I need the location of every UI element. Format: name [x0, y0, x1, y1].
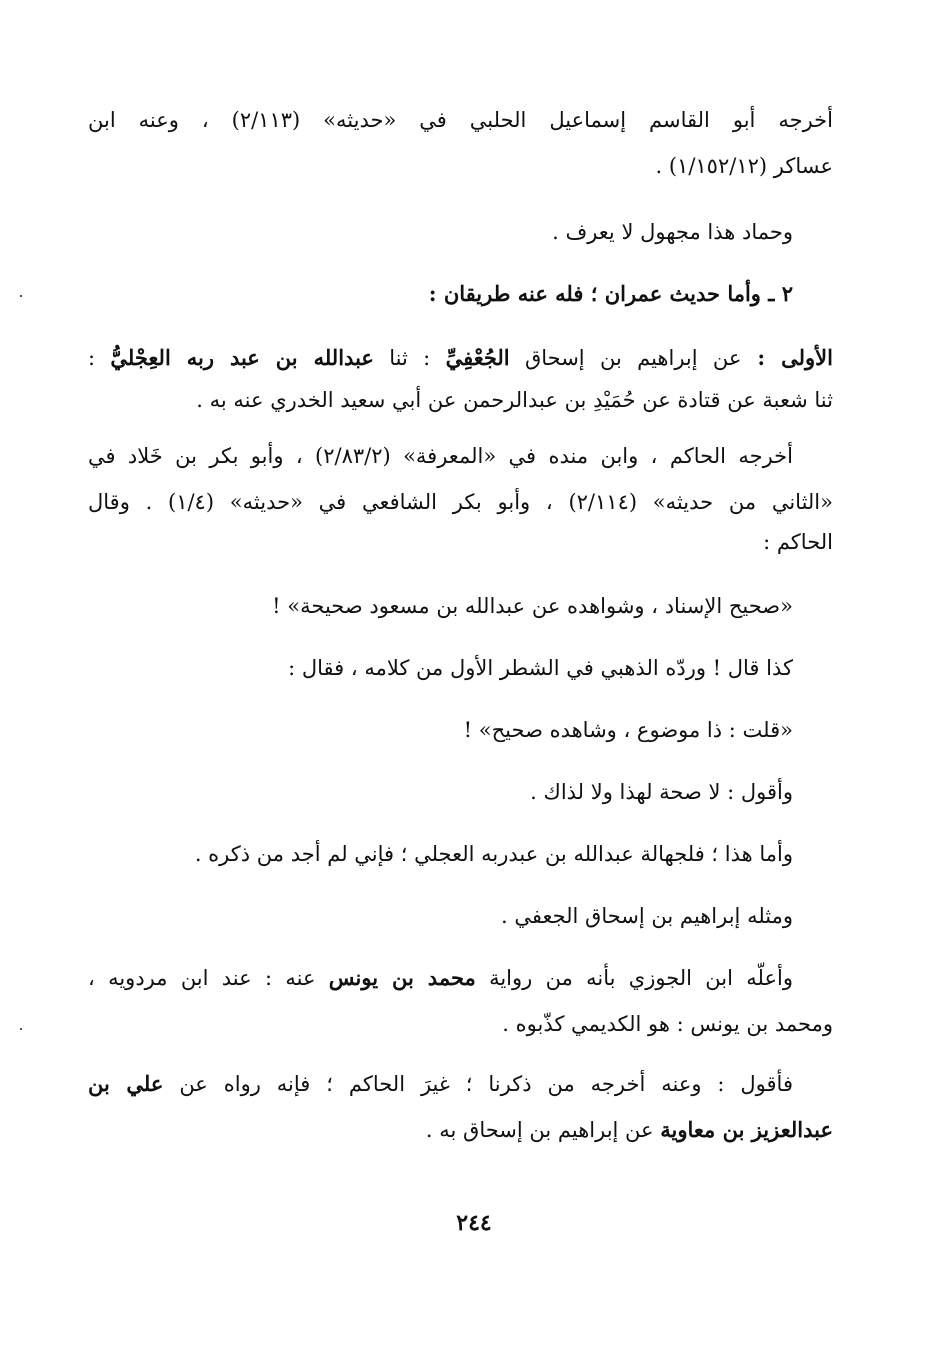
margin-dot [20, 1028, 22, 1030]
margin-dot [20, 295, 22, 297]
text-fragment: عنه : عند ابن مردويه ، [88, 966, 329, 990]
text-line [88, 952, 833, 1004]
text-line: ومثله إبراهيم بن إسحاق الجعفي . [500, 904, 793, 928]
text-line: كذا قال ! وردّه الذهبي في الشطر الأول من كلامه ، فقال : [288, 656, 793, 680]
quote-line: «قلت : ذا موضوع ، وشاهده صحيح» ! [463, 718, 793, 742]
bold-term: عبدالعزيز بن معاوية [660, 1117, 833, 1142]
bold-term: علي بن [88, 1071, 164, 1096]
text-line [88, 1058, 833, 1110]
text-fragment: عن إبراهيم بن إسحاق [509, 346, 742, 370]
text-fragment: فأقول : وعنه أخرجه من ذكرنا ؛ غيرَ الحاكم ؛ فإنه رواه عن [163, 1072, 793, 1096]
text-line [88, 1104, 833, 1156]
text-line: ومحمد بن يونس : هو الكديمي كذّبوه . [502, 1012, 833, 1036]
bold-term: الأولى : [741, 345, 833, 370]
text-line: الحاكم : [763, 530, 833, 554]
text-line: عساكر (١/١٥٢/١٢) . [655, 154, 833, 178]
bold-term: عبدالله بن عبد ربه العِجْليُّ [110, 345, 374, 370]
text-line: وأما هذا ؛ فلجهالة عبدالله بن عبدربه العجلي ؛ فإني لم أجد من ذكره . [194, 842, 793, 866]
page-number: ٢٤٤ [456, 1210, 492, 1236]
text-line: أخرجه أبو القاسم إسماعيل الحلبي في «حديثه» (٢/١١٣) ، وعنه ابن [88, 108, 833, 132]
text-fragment: : [88, 346, 111, 370]
text-line: وأقول : لا صحة لهذا ولا لذاك . [530, 780, 793, 804]
text-line: «الثاني من حديثه» (٢/١١٤) ، وأبو بكر الشافعي في «حديثه» (١/٤) . وقال [88, 490, 833, 514]
text-line: وحماد هذا مجهول لا يعرف . [552, 220, 793, 244]
text-fragment: عن إبراهيم بن إسحاق به . [425, 1118, 661, 1142]
quote-line: «صحيح الإسناد ، وشواهده عن عبدالله بن مسعود صحيحة» ! [272, 594, 793, 618]
page-body [88, 94, 833, 1156]
bold-term: الجُعْفِيِّ [445, 345, 510, 370]
text-line: ثنا شعبة عن قتادة عن حُمَيْدِ بن عبدالرحمن عن أبي سعيد الخدري عنه به . [196, 388, 833, 412]
text-line: أخرجه الحاكم ، وابن منده في «المعرفة» (٢/٨٣/٢) ، وأبو بكر بن خَلاد في [88, 444, 794, 468]
section-heading: ٢ ـ وأما حديث عمران ؛ فله عنه طريقان : [428, 281, 793, 306]
text-fragment: : ثنا [373, 346, 446, 370]
text-fragment: وأعلّه ابن الجوزي بأنه من رواية [475, 966, 793, 990]
bold-term: محمد بن يونس [328, 965, 476, 990]
